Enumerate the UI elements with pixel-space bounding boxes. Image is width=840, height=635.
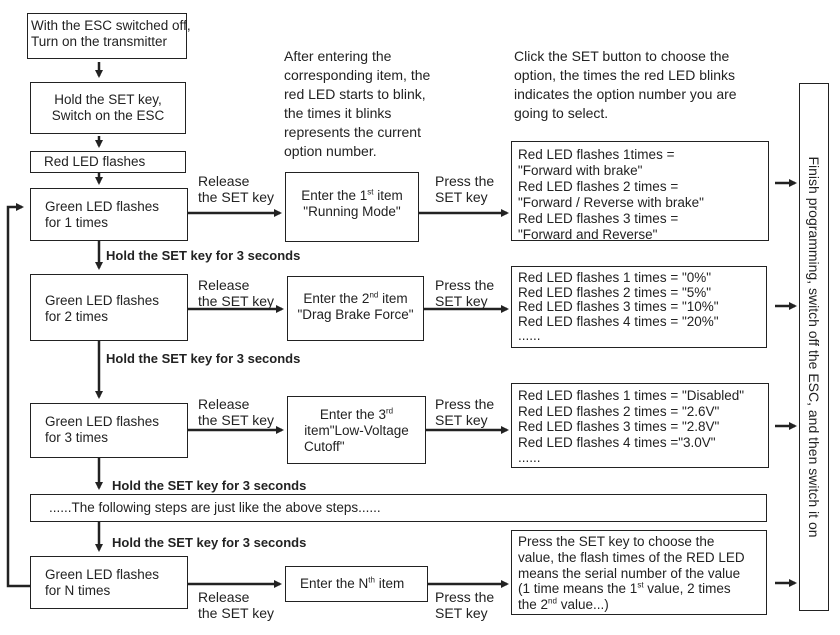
- options-box-1: Red LED flashes 1times = "Forward with brake" Red LED flashes 2 times = "Forward / Reverse with brake" Red LED flashes 3 times = "Forward and Reverse": [511, 141, 769, 241]
- start-box: [27, 13, 191, 59]
- loop-back-arrow: [8, 207, 30, 586]
- red-led-box-text: Red LED flashes: [44, 154, 146, 169]
- red-led-flashes-box: [30, 151, 186, 173]
- release-label-2: Release the SET key: [198, 277, 275, 309]
- note-right: Click the SET button to choose the option, the times the red LED blinks indicates the option number you are going to select.: [514, 48, 737, 121]
- press-label-n: Press the SET key: [435, 589, 495, 621]
- hold-set-key-box: [30, 82, 186, 134]
- press-label-2: Press the SET key: [435, 277, 495, 309]
- release-label-n: Release the SET key: [198, 589, 275, 621]
- press-label-1: Press the SET key: [435, 173, 495, 205]
- description-box-n: Press the SET key to choose the value, the flash times of the RED LED means the serial number of the value (1 time means the 1st value, 2 times the 2nd value...): [511, 530, 767, 615]
- note-left: After entering the corresponding item, the red LED starts to blink, the times it blinks represents the current option number.: [284, 48, 431, 159]
- item-box-n: Enter the $N^{th}$ item: [285, 566, 428, 602]
- start-box-line1: With the ESC switched off,: [31, 18, 191, 33]
- release-label-1: Release the SET key: [198, 173, 275, 205]
- hold-label-1: Hold the SET key for 3 seconds: [106, 248, 301, 263]
- hold-box-line2: Switch on the ESC: [51, 108, 165, 123]
- item-box-3: Enter the 3rd item"Low-Voltage Cutoff": [287, 396, 426, 464]
- green-led-box-n: Green LED flashes for N times: [30, 556, 188, 609]
- options-box-3: Red LED flashes 1 times = "Disabled" Red LED flashes 2 times = "2.6V" Red LED flashes 3 times = "2.8V" Red LED flashes 4 times ="3.0V" ......: [511, 383, 769, 468]
- green-led-box-2: Green LED flashes for 2 times: [30, 274, 188, 341]
- hold-label-4: Hold the SET key for 3 seconds: [112, 535, 307, 550]
- hold-label-2: Hold the SET key for 3 seconds: [106, 351, 301, 366]
- green-led-box-1: Green LED flashes for 1 times: [30, 188, 188, 241]
- finish-programming-text: Finish programming, switch off the ESC, and then switch it on: [806, 156, 822, 538]
- item-box-2: Enter the 2nd item "Drag Brake Force": [287, 276, 424, 341]
- press-label-3: Press the SET key: [435, 396, 495, 428]
- start-box-line2: Turn on the transmitter: [31, 34, 168, 49]
- following-steps-box: ......The following steps are just like the above steps......: [30, 494, 767, 522]
- green-led-box-3: Green LED flashes for 3 times: [30, 403, 188, 458]
- release-label-3: Release the SET key: [198, 396, 275, 428]
- hold-box-line1: Hold the SET key,: [54, 92, 162, 107]
- hold-label-3: Hold the SET key for 3 seconds: [112, 478, 307, 493]
- options-box-2: Red LED flashes 1 times = "0%" Red LED flashes 2 times = "5%" Red LED flashes 3 times = "10%" Red LED flashes 4 times = "20%" ......: [511, 266, 767, 348]
- item-box-1: Enter the 1st item "Running Mode": [285, 172, 419, 242]
